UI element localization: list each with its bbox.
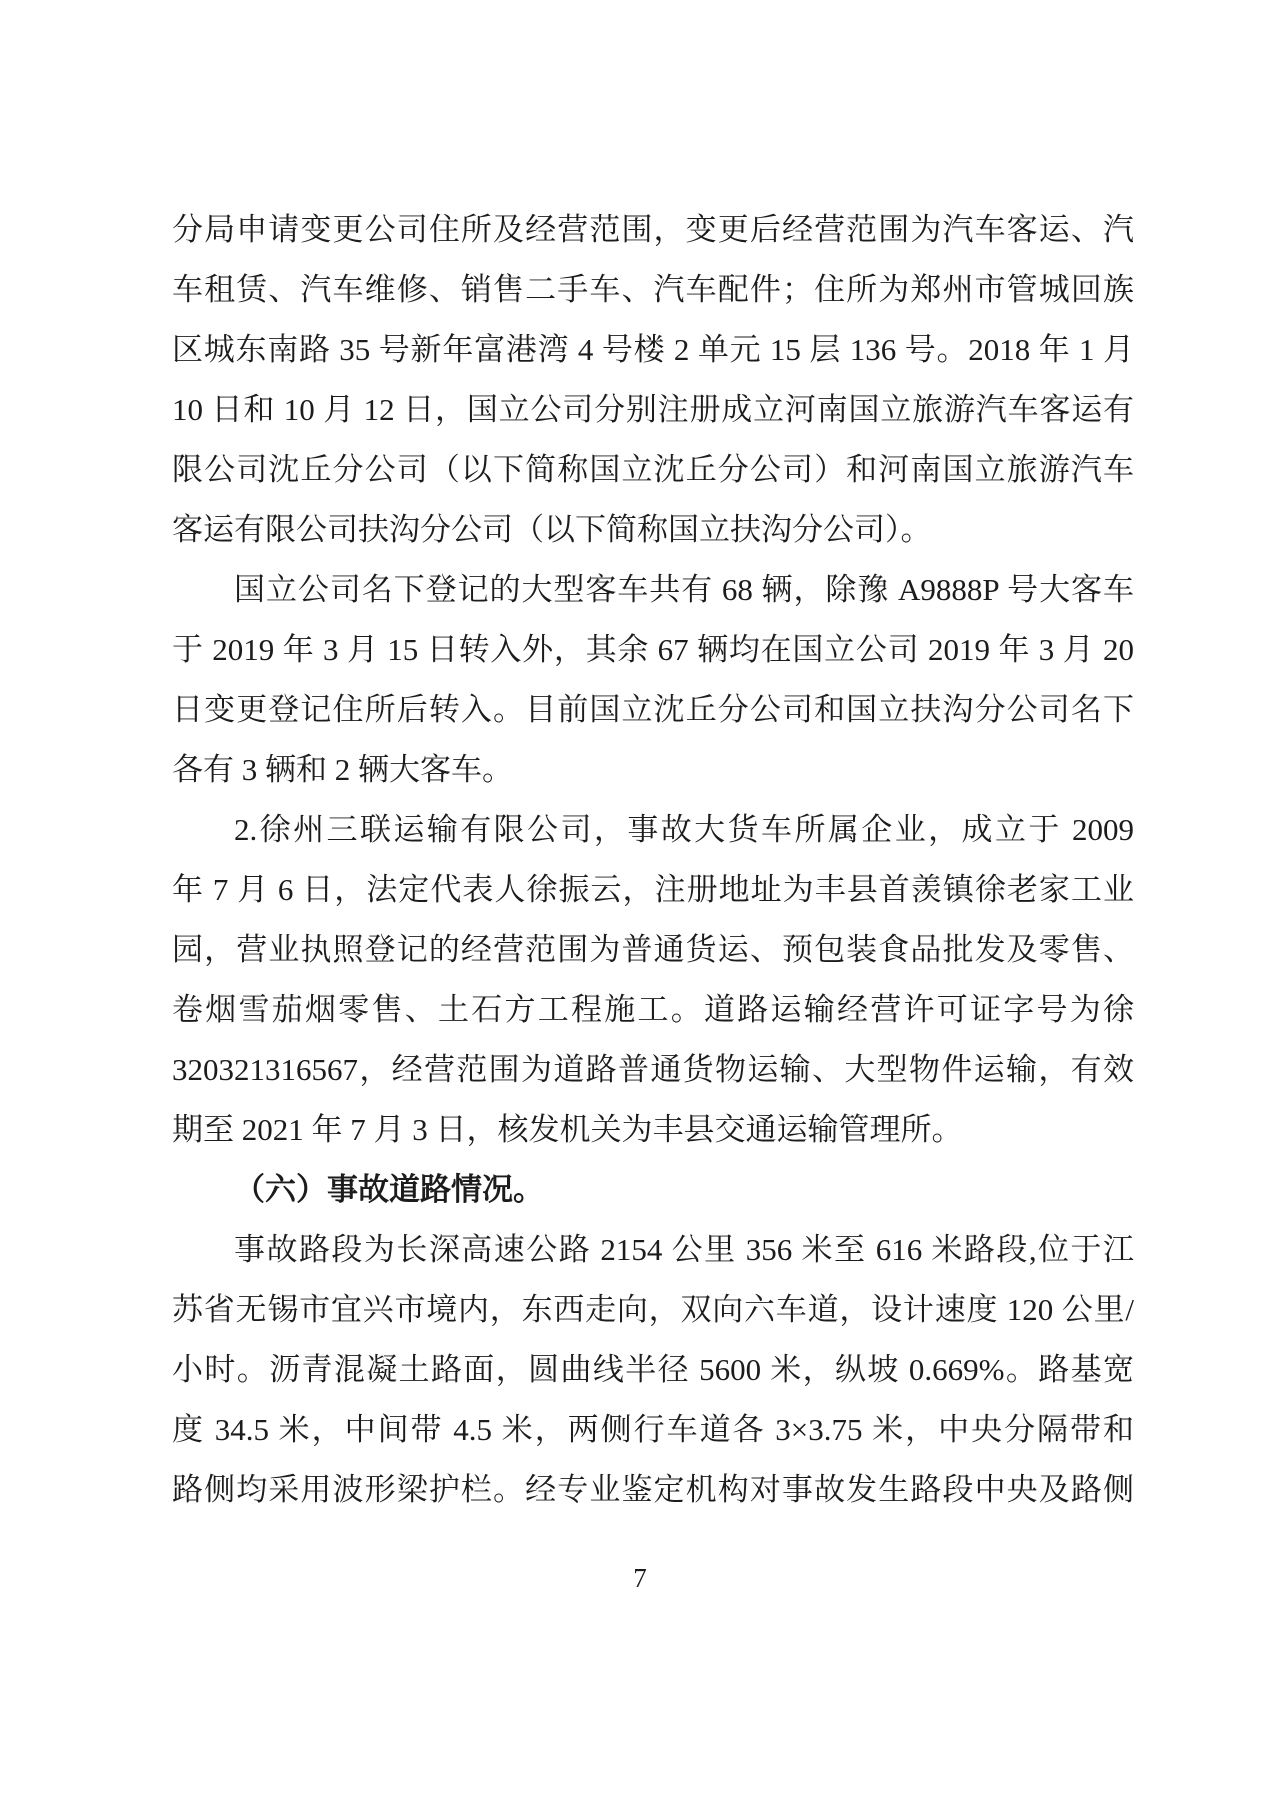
text-line: 期至 2021 年 7 月 3 日，核发机关为丰县交通运输管理所。: [172, 1112, 963, 1147]
page-number: 7: [633, 1563, 647, 1593]
text-line: 度 34.5 米，中间带 4.5 米，两侧行车道各 3×3.75 米，中央分隔带和: [172, 1412, 1134, 1447]
text-line: 年 7 月 6 日，法定代表人徐振云，注册地址为丰县首羡镇徐老家工业: [172, 872, 1134, 907]
text-line: 事故路段为长深高速公路 2154 公里 356 米至 616 米路段,位于江: [234, 1232, 1134, 1267]
text-line: 苏省无锡市宜兴市境内，东西走向，双向六车道，设计速度 120 公里/: [172, 1292, 1134, 1327]
text-line: 限公司沈丘分公司（以下简称国立沈丘分公司）和河南国立旅游汽车: [172, 452, 1134, 487]
text-line: 车租赁、汽车维修、销售二手车、汽车配件；住所为郑州市管城回族: [172, 272, 1134, 307]
text-line: 分局申请变更公司住所及经营范围，变更后经营范围为汽车客运、汽: [172, 212, 1134, 247]
text-line: 2.徐州三联运输有限公司，事故大货车所属企业，成立于 2009: [234, 812, 1134, 847]
text-line: 小时。沥青混凝土路面，圆曲线半径 5600 米，纵坡 0.669%。路基宽: [172, 1352, 1134, 1387]
text-line: 10 日和 10 月 12 日，国立公司分别注册成立河南国立旅游汽车客运有: [172, 392, 1134, 427]
text-line: 园，营业执照登记的经营范围为普通货运、预包装食品批发及零售、: [172, 932, 1134, 967]
text-line: 卷烟雪茄烟零售、土石方工程施工。道路运输经营许可证字号为徐: [172, 992, 1134, 1027]
section-heading: （六）事故道路情况。: [234, 1172, 544, 1207]
text-line: 客运有限公司扶沟分公司（以下简称国立扶沟分公司）。: [172, 512, 932, 547]
text-line: 于 2019 年 3 月 15 日转入外，其余 67 辆均在国立公司 2019 年 3 月 20: [172, 632, 1134, 667]
text-line: 320321316567，经营范围为道路普通货物运输、大型物件运输，有效: [172, 1052, 1134, 1087]
text-line: 日变更登记住所后转入。目前国立沈丘分公司和国立扶沟分公司名下: [172, 692, 1134, 727]
text-line: 各有 3 辆和 2 辆大客车。: [172, 752, 513, 787]
document-body: [172, 200, 1134, 1520]
text-line: 国立公司名下登记的大型客车共有 68 辆，除豫 A9888P 号大客车: [234, 572, 1134, 607]
text-line: 区城东南路 35 号新年富港湾 4 号楼 2 单元 15 层 136 号。2018 年 1 月: [172, 332, 1134, 367]
text-line: 路侧均采用波形梁护栏。经专业鉴定机构对事故发生路段中央及路侧: [172, 1472, 1134, 1507]
